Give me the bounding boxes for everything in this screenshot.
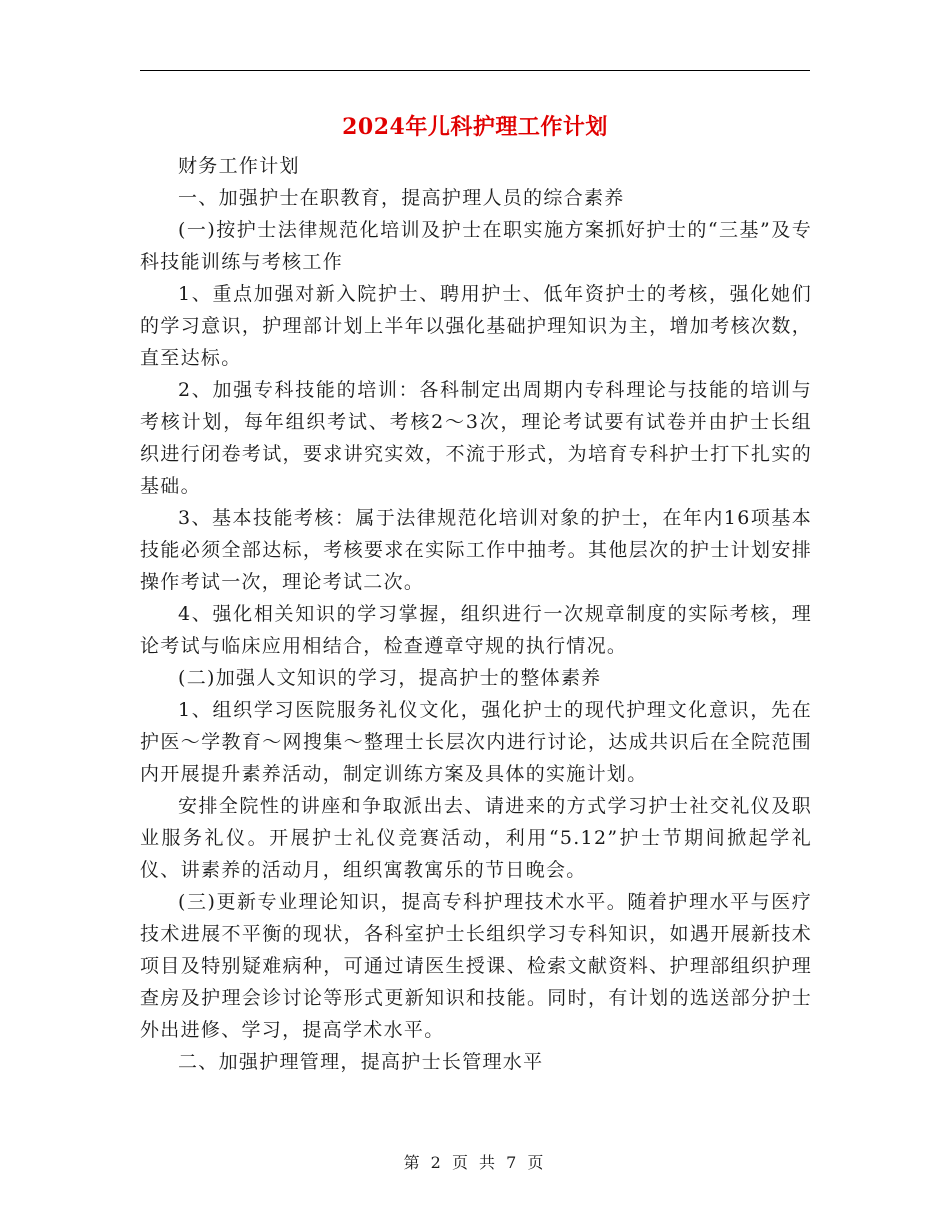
body-paragraph-6: 安排全院性的讲座和争取派出去、请进来的方式学习护士社交礼仪及职业服务礼仪。开展护士礼仪竞赛活动，利用“5.12”护士节期间掀起学礼仪、讲素养的活动月，组织寓教寓乐的节日晚会。 xyxy=(140,795,812,881)
header-rule xyxy=(140,70,810,71)
page-number: 第 2 页 共 7 页 xyxy=(403,1153,547,1172)
body-paragraph-5: 1、组织学习医院服务礼仪文化，强化护士的现代护理文化意识，先在护医～学教育～网搜集～整理士长层次内进行讨论，达成共识后在全院范围内开展提升素养活动，制定训练方案及具体的实施计划。 xyxy=(140,699,812,785)
body-paragraph-1: 1、重点加强对新入院护士、聘用护士、低年资护士的考核，强化她们的学习意识，护理部计划上半年以强化基础护理知识为主，增加考核次数，直至达标。 xyxy=(140,283,812,369)
body-paragraph-2: 2、加强专科技能的培训：各科制定出周期内专科理论与技能的培训与考核计划，每年组织考试、考核2～3次，理论考试要有试卷并由护士长组织进行闭卷考试，要求讲究实效，不流于形式，为培育专科护士打下扎实的基础。 xyxy=(140,379,812,497)
body-paragraph-7: (三)更新专业理论知识，提高专科护理技术水平。随着护理水平与医疗技术进展不平衡的现状，各科室护士长组织学习专科知识，如遇开展新技术项目及特别疑难病种，可通过请医生授课、检索文献资料、护理部组织护理查房及护理会诊讨论等形式更新知识和技能。同时，有计划的选送部分护士外出进修、学习，提高学术水平。 xyxy=(140,891,812,1041)
body-paragraph-3: 3、基本技能考核：属于法律规范化培训对象的护士，在年内16项基本技能必须全部达标，考核要求在实际工作中抽考。其他层次的护士计划安排操作考试一次，理论考试二次。 xyxy=(140,507,812,593)
heading-1: 一、加强护士在职教育，提高护理人员的综合素养 xyxy=(178,187,625,209)
body-paragraph-4: 4、强化相关知识的学习掌握，组织进行一次规章制度的实际考核，理论考试与临床应用相结合，检查遵章守规的执行情况。 xyxy=(140,603,812,657)
subheading-1: (一)按护士法律规范化培训及护士在职实施方案抓好护士的“三基”及专科技能训练与考核工作 xyxy=(140,219,812,273)
document-body xyxy=(140,150,812,1078)
heading-2: 二、加强护理管理，提高护士长管理水平 xyxy=(178,1051,544,1073)
subheading-2: (二)加强人文知识的学习，提高护士的整体素养 xyxy=(178,667,602,689)
document-title: 2024年儿科护理工作计划 xyxy=(342,114,608,140)
section-label: 财务工作计划 xyxy=(178,155,300,177)
